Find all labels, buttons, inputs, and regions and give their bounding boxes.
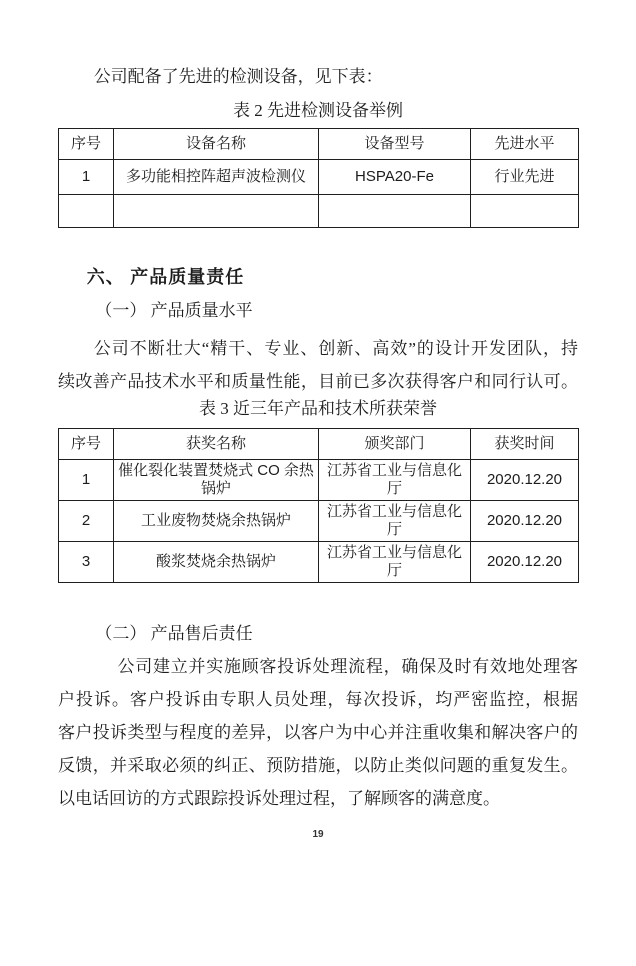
intro-paragraph: 公司配备了先进的检测设备，见下表： bbox=[93, 67, 383, 86]
table-cell: 工业废物焚烧余热锅炉 bbox=[114, 501, 319, 542]
table-row bbox=[59, 501, 579, 542]
table-cell: HSPA20-Fe bbox=[319, 160, 471, 195]
header-cell: 序号 bbox=[59, 429, 114, 460]
quality-paragraph bbox=[58, 332, 578, 398]
table-cell: 3 bbox=[59, 542, 114, 583]
table-cell: 2020.12.20 bbox=[471, 460, 579, 501]
header-cell: 获奖时间 bbox=[471, 429, 579, 460]
table-cell: 江苏省工业与信息化厅 bbox=[319, 542, 471, 583]
section-heading: 六、 产品质量责任 bbox=[86, 267, 245, 287]
paragraph-line: 户投诉。客户投诉由专职人员处理，每次投诉，均严密监控，根据 bbox=[58, 690, 578, 709]
table-cell bbox=[471, 195, 579, 228]
paragraph-line: 以电话回访的方式跟踪投诉处理过程，了解顾客的满意度。 bbox=[58, 789, 500, 808]
table-cell: 2 bbox=[59, 501, 114, 542]
equipment-table bbox=[58, 128, 579, 228]
table-row bbox=[59, 460, 579, 501]
table-cell bbox=[319, 195, 471, 228]
table3-caption: 表 3 近三年产品和技术所获荣誉 bbox=[199, 399, 437, 418]
aftersales-paragraph bbox=[58, 650, 578, 815]
paragraph-line: 续改善产品技术水平和质量性能，目前已多次获得客户和同行认可。 bbox=[58, 372, 578, 391]
header-cell: 颁奖部门 bbox=[319, 429, 471, 460]
table-cell: 2020.12.20 bbox=[471, 542, 579, 583]
table-cell: 多功能相控阵超声波检测仪 bbox=[114, 160, 319, 195]
page-number: 19 bbox=[312, 829, 324, 840]
document-page bbox=[0, 66, 636, 966]
table-cell: 江苏省工业与信息化厅 bbox=[319, 460, 471, 501]
paragraph-line: 反馈，并采取必须的纠正、预防措施，以防止类似问题的重复发生。 bbox=[58, 756, 578, 775]
table-cell bbox=[59, 195, 114, 228]
table-row bbox=[59, 160, 579, 195]
subsection1-heading: （一） 产品质量水平 bbox=[95, 301, 253, 320]
awards-table bbox=[58, 428, 579, 583]
table2-caption: 表 2 先进检测设备举例 bbox=[233, 101, 403, 120]
table-cell: 催化裂化装置焚烧式 CO 余热锅炉 bbox=[114, 460, 319, 501]
subsection2-heading: （二） 产品售后责任 bbox=[95, 624, 253, 643]
header-cell: 获奖名称 bbox=[114, 429, 319, 460]
table-header-row bbox=[59, 129, 579, 160]
paragraph-line: 公司不断壮大“精干、专业、创新、高效”的设计开发团队，持 bbox=[93, 339, 578, 358]
table-row-empty bbox=[59, 195, 579, 228]
table-cell: 酸浆焚烧余热锅炉 bbox=[114, 542, 319, 583]
paragraph-line: 公司建立并实施顾客投诉处理流程，确保及时有效地处理客 bbox=[117, 657, 578, 676]
table-cell: 1 bbox=[59, 160, 114, 195]
header-cell: 先进水平 bbox=[471, 129, 579, 160]
table-header-row bbox=[59, 429, 579, 460]
table-row bbox=[59, 542, 579, 583]
table-cell: 江苏省工业与信息化厅 bbox=[319, 501, 471, 542]
header-cell: 序号 bbox=[59, 129, 114, 160]
paragraph-line: 客户投诉类型与程度的差异，以客户为中心并注重收集和解决客户的 bbox=[58, 723, 578, 742]
table-cell bbox=[114, 195, 319, 228]
header-cell: 设备名称 bbox=[114, 129, 319, 160]
table-cell: 行业先进 bbox=[471, 160, 579, 195]
table-cell: 2020.12.20 bbox=[471, 501, 579, 542]
header-cell: 设备型号 bbox=[319, 129, 471, 160]
table-cell: 1 bbox=[59, 460, 114, 501]
